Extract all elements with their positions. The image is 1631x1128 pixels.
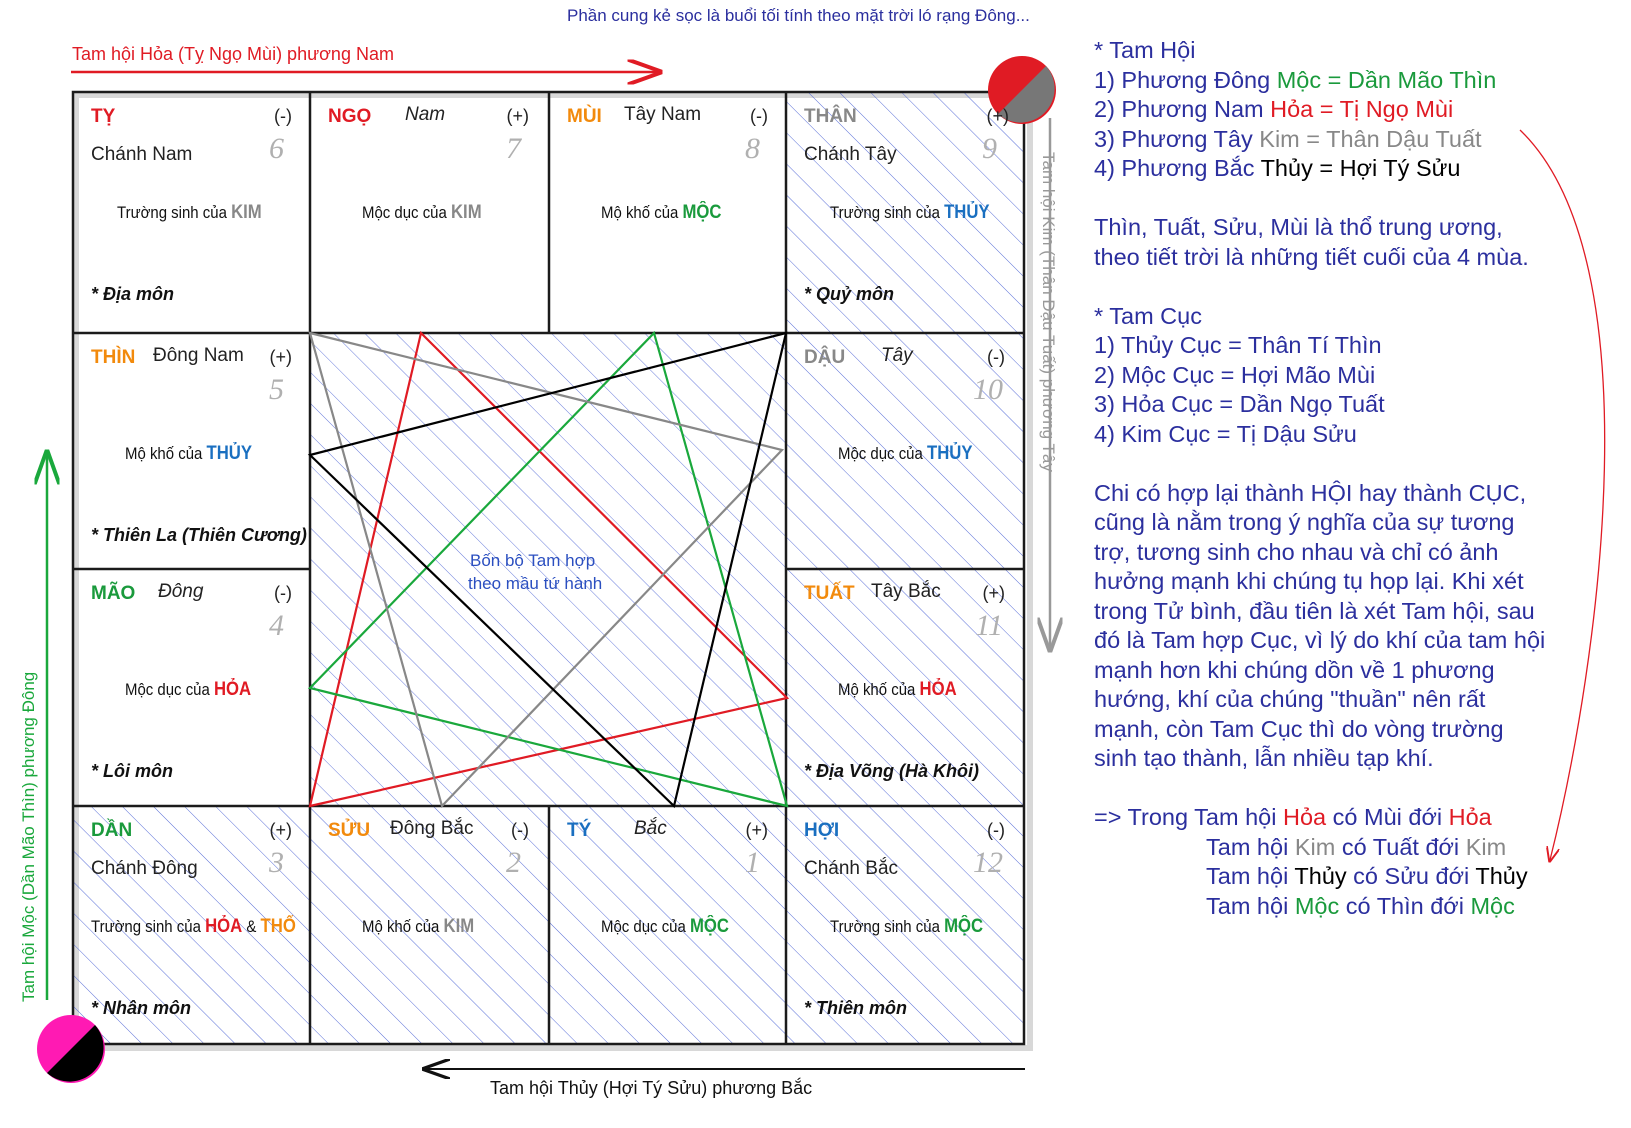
- notes-segment: Thìn, Tuất, Sửu, Mùi là thổ trung ương,: [1094, 214, 1503, 240]
- notes-segment: có Mùi đới: [1326, 804, 1449, 830]
- notes-line: [1094, 361, 1545, 391]
- palace-description: [125, 443, 252, 465]
- arrow-label-west: Tam hội Kim (Thân Dậu Tuất) phương Tây: [1039, 152, 1058, 472]
- notes-spacer: [1094, 449, 1545, 479]
- notes-segment: Hỏa: [1283, 804, 1327, 830]
- curved-arrow-path: [1520, 130, 1605, 860]
- notes-segment: Tam hội: [1206, 833, 1295, 860]
- notes-line: [1094, 656, 1545, 686]
- palace-number: 12: [973, 846, 1003, 879]
- palace-description: [117, 202, 262, 224]
- notes-line: [1094, 538, 1545, 568]
- palace-number: 4: [269, 609, 284, 642]
- notes-segment: đó là Tam hợp Cục, vì lý do khí của tam hội: [1094, 627, 1546, 653]
- element-name: THỦY: [206, 443, 253, 464]
- palace-branch: THÌN: [91, 347, 136, 368]
- palace-description: [830, 916, 983, 938]
- palace-number: 10: [973, 373, 1003, 406]
- notes-line: [1094, 213, 1545, 243]
- palace-direction: Chánh Đông: [91, 858, 198, 879]
- palace-direction: Đông: [158, 581, 204, 602]
- notes-spacer: [1094, 774, 1545, 804]
- element-name: KIM: [231, 202, 262, 223]
- notes-line: [1094, 420, 1545, 450]
- notes-segment: Thủy = Hợi Tý Sửu: [1260, 155, 1461, 181]
- element-name: HỎA: [919, 679, 957, 700]
- notes-segment: 3) Hỏa Cục = Dần Ngọ Tuất: [1094, 391, 1385, 417]
- palace-direction: Tây: [881, 345, 913, 366]
- palace-branch: DẦN: [91, 820, 133, 841]
- palace-gate: * Địa Võng (Hà Khôi): [804, 761, 979, 781]
- notes-line: [1094, 508, 1545, 538]
- palace-cell: [549, 92, 786, 330]
- palace-direction: Đông Bắc: [390, 818, 474, 839]
- palace-gate: * Nhân môn: [91, 998, 192, 1018]
- notes-segment: 4) Kim Cục = Tị Dậu Sửu: [1094, 420, 1357, 447]
- palace-polarity: (-): [750, 106, 768, 126]
- palace-cell: [786, 333, 1023, 571]
- notes-line: [1094, 479, 1545, 509]
- notes-segment: Mộc = Dần Mão Thìn: [1276, 66, 1497, 93]
- description-text: Trường sinh của: [91, 917, 206, 936]
- center-label-line-2: theo mầu tứ hành: [468, 574, 603, 593]
- notes-segment: 3) Phương Tây: [1094, 125, 1260, 152]
- palace-branch: TÝ: [567, 820, 592, 841]
- notes-segment: 2) Mộc Cục = Hợi Mão Mùi: [1094, 361, 1376, 388]
- description-text: Mộc dục của: [838, 444, 927, 463]
- palace-gate: * Quỷ môn: [804, 284, 895, 304]
- notes-line: [1094, 302, 1545, 332]
- notes-line: [1094, 125, 1545, 155]
- palace-gate: * Lôi môn: [91, 761, 173, 781]
- palace-polarity: (-): [274, 106, 292, 126]
- palace-cell: [73, 806, 310, 1044]
- palace-number: 3: [269, 846, 284, 879]
- notes-segment: * Tam Hội: [1094, 37, 1196, 63]
- element-name: HỎA: [213, 679, 252, 700]
- palace-gate: * Địa môn: [91, 284, 175, 304]
- element-name: MỘC: [682, 202, 722, 223]
- notes-line: [1094, 626, 1545, 656]
- description-text: Mộ khố của: [601, 203, 683, 222]
- palace-direction: Tây Nam: [624, 104, 702, 125]
- element-name: KIM: [450, 202, 482, 223]
- notes-segment: sinh tạo thành, lẫn nhiều tạp khí.: [1094, 745, 1434, 771]
- notes-line: [1094, 243, 1545, 273]
- palace-cell: [786, 92, 1023, 330]
- notes-segment: Hỏa: [1448, 804, 1492, 830]
- palace-number: 9: [982, 132, 997, 165]
- notes-segment: * Tam Cục: [1094, 302, 1202, 329]
- notes-segment: có Tuất đới: [1335, 833, 1466, 860]
- palace-direction: Đông Nam: [153, 345, 244, 366]
- notes-line: [1094, 833, 1545, 863]
- notes-segment: Tam hội: [1206, 892, 1295, 919]
- notes-line: [1094, 803, 1545, 833]
- notes-line: [1094, 685, 1545, 715]
- notes-segment: 1) Thủy Cục = Thân Tí Thìn: [1094, 332, 1382, 358]
- notes-segment: hướng, khí của chúng "thuần" nên rất: [1094, 686, 1486, 712]
- palace-description: [601, 202, 722, 224]
- description-amp: &: [242, 917, 261, 936]
- element-name: THỦY: [926, 443, 973, 464]
- palace-branch: THÂN: [804, 106, 857, 127]
- palace-description: [830, 202, 990, 224]
- element-name: THỔ: [260, 916, 296, 937]
- palace-description: [125, 679, 251, 701]
- palace-cell: [73, 92, 310, 330]
- notes-segment: mạnh, còn Tam Cục thì do vòng trường: [1094, 715, 1504, 742]
- notes-line: [1094, 892, 1545, 922]
- notes-line: [1094, 862, 1545, 892]
- palace-cell: [310, 806, 547, 1044]
- notes-segment: trong Tử bình, đầu tiên là xét Tam hội, sau: [1094, 597, 1535, 624]
- palace-direction: Nam: [405, 104, 446, 125]
- palace-polarity: (-): [987, 820, 1005, 840]
- palace-description: [362, 202, 482, 224]
- notes-line: [1094, 567, 1545, 597]
- notes-segment: theo tiết trời là những tiết cuối của 4 mùa.: [1094, 243, 1529, 270]
- palace-cell: [786, 806, 1023, 1044]
- curved-arrow-red: [1480, 110, 1631, 890]
- palace-description: [838, 679, 957, 701]
- palace-polarity: (+): [269, 347, 292, 367]
- palace-branch: SỬU: [328, 820, 371, 841]
- notes-spacer: [1094, 272, 1545, 302]
- element-name: THỦY: [944, 202, 990, 223]
- palace-direction: Chánh Nam: [91, 144, 193, 165]
- notes-segment: Kim: [1465, 833, 1507, 860]
- palace-description: [91, 916, 296, 938]
- notes-line: [1094, 95, 1545, 125]
- palace-polarity: (+): [986, 106, 1009, 126]
- palace-cell: [310, 92, 547, 330]
- element-name: MỘC: [944, 916, 984, 937]
- description-text: Trường sinh của: [117, 203, 232, 222]
- notes-segment: => Trong Tam hội: [1094, 804, 1283, 830]
- palace-gate: * Thiên môn: [804, 998, 907, 1018]
- palace-direction: Chánh Tây: [804, 144, 897, 165]
- notes-segment: Kim = Thân Dậu Tuất: [1259, 125, 1482, 152]
- notes-spacer: [1094, 184, 1545, 214]
- description-text: Mộc dục của: [601, 917, 690, 936]
- palace-number: 1: [745, 846, 760, 879]
- notes-panel: [1094, 36, 1545, 921]
- palace-polarity: (+): [269, 820, 292, 840]
- notes-segment: Hỏa = Tị Ngọ Mùi: [1270, 96, 1454, 122]
- palace-cell: [786, 569, 1023, 807]
- notes-line: [1094, 36, 1545, 66]
- notes-segment: 4) Phương Bắc: [1094, 155, 1261, 181]
- notes-line: [1094, 390, 1545, 420]
- palace-number: 5: [269, 373, 284, 406]
- notes-segment: có Sửu đới: [1346, 863, 1476, 889]
- notes-segment: Thủy: [1475, 863, 1528, 889]
- notes-segment: Thủy: [1294, 863, 1347, 889]
- palace-number: 8: [745, 132, 760, 165]
- notes-segment: có Thìn đới: [1339, 892, 1471, 919]
- element-name: MỘC: [689, 916, 729, 937]
- notes-segment: mạnh hơn khi chúng dồn về 1 phương: [1094, 656, 1495, 683]
- arrow-label-east: Tam hội Mộc (Dần Mão Thìn) phương Đông: [19, 671, 38, 1002]
- palace-polarity: (+): [982, 583, 1005, 603]
- notes-line: [1094, 715, 1545, 745]
- arrow-label-north: Tam hội Thủy (Hợi Tý Sửu) phương Bắc: [490, 1078, 813, 1098]
- palace-number: 7: [506, 132, 521, 165]
- palace-description: [362, 916, 474, 938]
- notes-segment: Tam hội: [1206, 863, 1295, 889]
- notes-segment: trợ, tương sinh cho nhau và chỉ có ảnh: [1094, 538, 1499, 565]
- palace-direction: Tây Bắc: [871, 581, 941, 602]
- palace-branch: TỴ: [91, 106, 116, 127]
- palace-gate: * Thiên La (Thiên Cương): [91, 525, 307, 545]
- palace-description: [838, 443, 973, 465]
- notes-line: [1094, 331, 1545, 361]
- palace-branch: NGỌ: [328, 106, 372, 127]
- center-label-line-1: Bốn bộ Tam hợp: [470, 551, 596, 570]
- notes-line: [1094, 66, 1545, 96]
- notes-segment: Kim: [1294, 833, 1336, 860]
- palace-direction: Bắc: [634, 818, 667, 839]
- palace-polarity: (+): [745, 820, 768, 840]
- element-name: HỎA: [205, 916, 243, 937]
- palace-branch: MÙI: [567, 106, 602, 127]
- palace-polarity: (+): [506, 106, 529, 126]
- header-note: Phần cung kẻ sọc là buổi tối tính theo mặt trời ló rạng Đông...: [567, 6, 1030, 25]
- description-text: Mộc dục của: [362, 203, 451, 222]
- palace-branch: DẬU: [804, 347, 846, 368]
- palace-polarity: (-): [987, 347, 1005, 367]
- palace-number: 2: [506, 846, 521, 879]
- palace-cell: [73, 333, 310, 571]
- palace-cell: [549, 806, 786, 1044]
- notes-line: [1094, 597, 1545, 627]
- description-text: Mộ khố của: [838, 680, 920, 699]
- description-text: Trường sinh của: [830, 917, 945, 936]
- palace-number: 11: [975, 609, 1003, 642]
- description-text: Mộc dục của: [125, 680, 214, 699]
- notes-line: [1094, 154, 1545, 184]
- notes-segment: Chi có hợp lại thành HỘI hay thành CỤC,: [1094, 479, 1527, 506]
- palace-branch: MÃO: [91, 583, 136, 604]
- palace-polarity: (-): [274, 583, 292, 603]
- notes-segment: Mộc: [1294, 892, 1340, 919]
- notes-segment: cũng là nằm trong ý nghĩa của sự tương: [1094, 509, 1515, 535]
- palace-branch: HỢI: [804, 820, 840, 841]
- notes-segment: 2) Phương Nam: [1094, 96, 1271, 122]
- notes-line: [1094, 744, 1545, 774]
- description-text: Mộ khố của: [362, 917, 444, 936]
- description-text: Mộ khố của: [125, 444, 207, 463]
- notes-segment: Mộc: [1470, 892, 1515, 919]
- palace-description: [601, 916, 729, 938]
- arrow-label-south: Tam hội Hỏa (Tỵ Ngọ Mùi) phương Nam: [72, 44, 394, 64]
- palace-branch: TUẤT: [804, 583, 855, 604]
- palace-cell: [73, 569, 310, 807]
- notes-segment: 1) Phương Đông: [1094, 66, 1277, 93]
- palace-polarity: (-): [511, 820, 529, 840]
- palace-direction: Chánh Bắc: [804, 858, 899, 879]
- notes-segment: hưởng mạnh khi chúng tụ họp lại. Khi xét: [1094, 568, 1524, 594]
- description-text: Trường sinh của: [830, 203, 945, 222]
- element-name: KIM: [443, 916, 475, 937]
- center-label: [468, 549, 602, 595]
- palace-number: 6: [269, 132, 284, 165]
